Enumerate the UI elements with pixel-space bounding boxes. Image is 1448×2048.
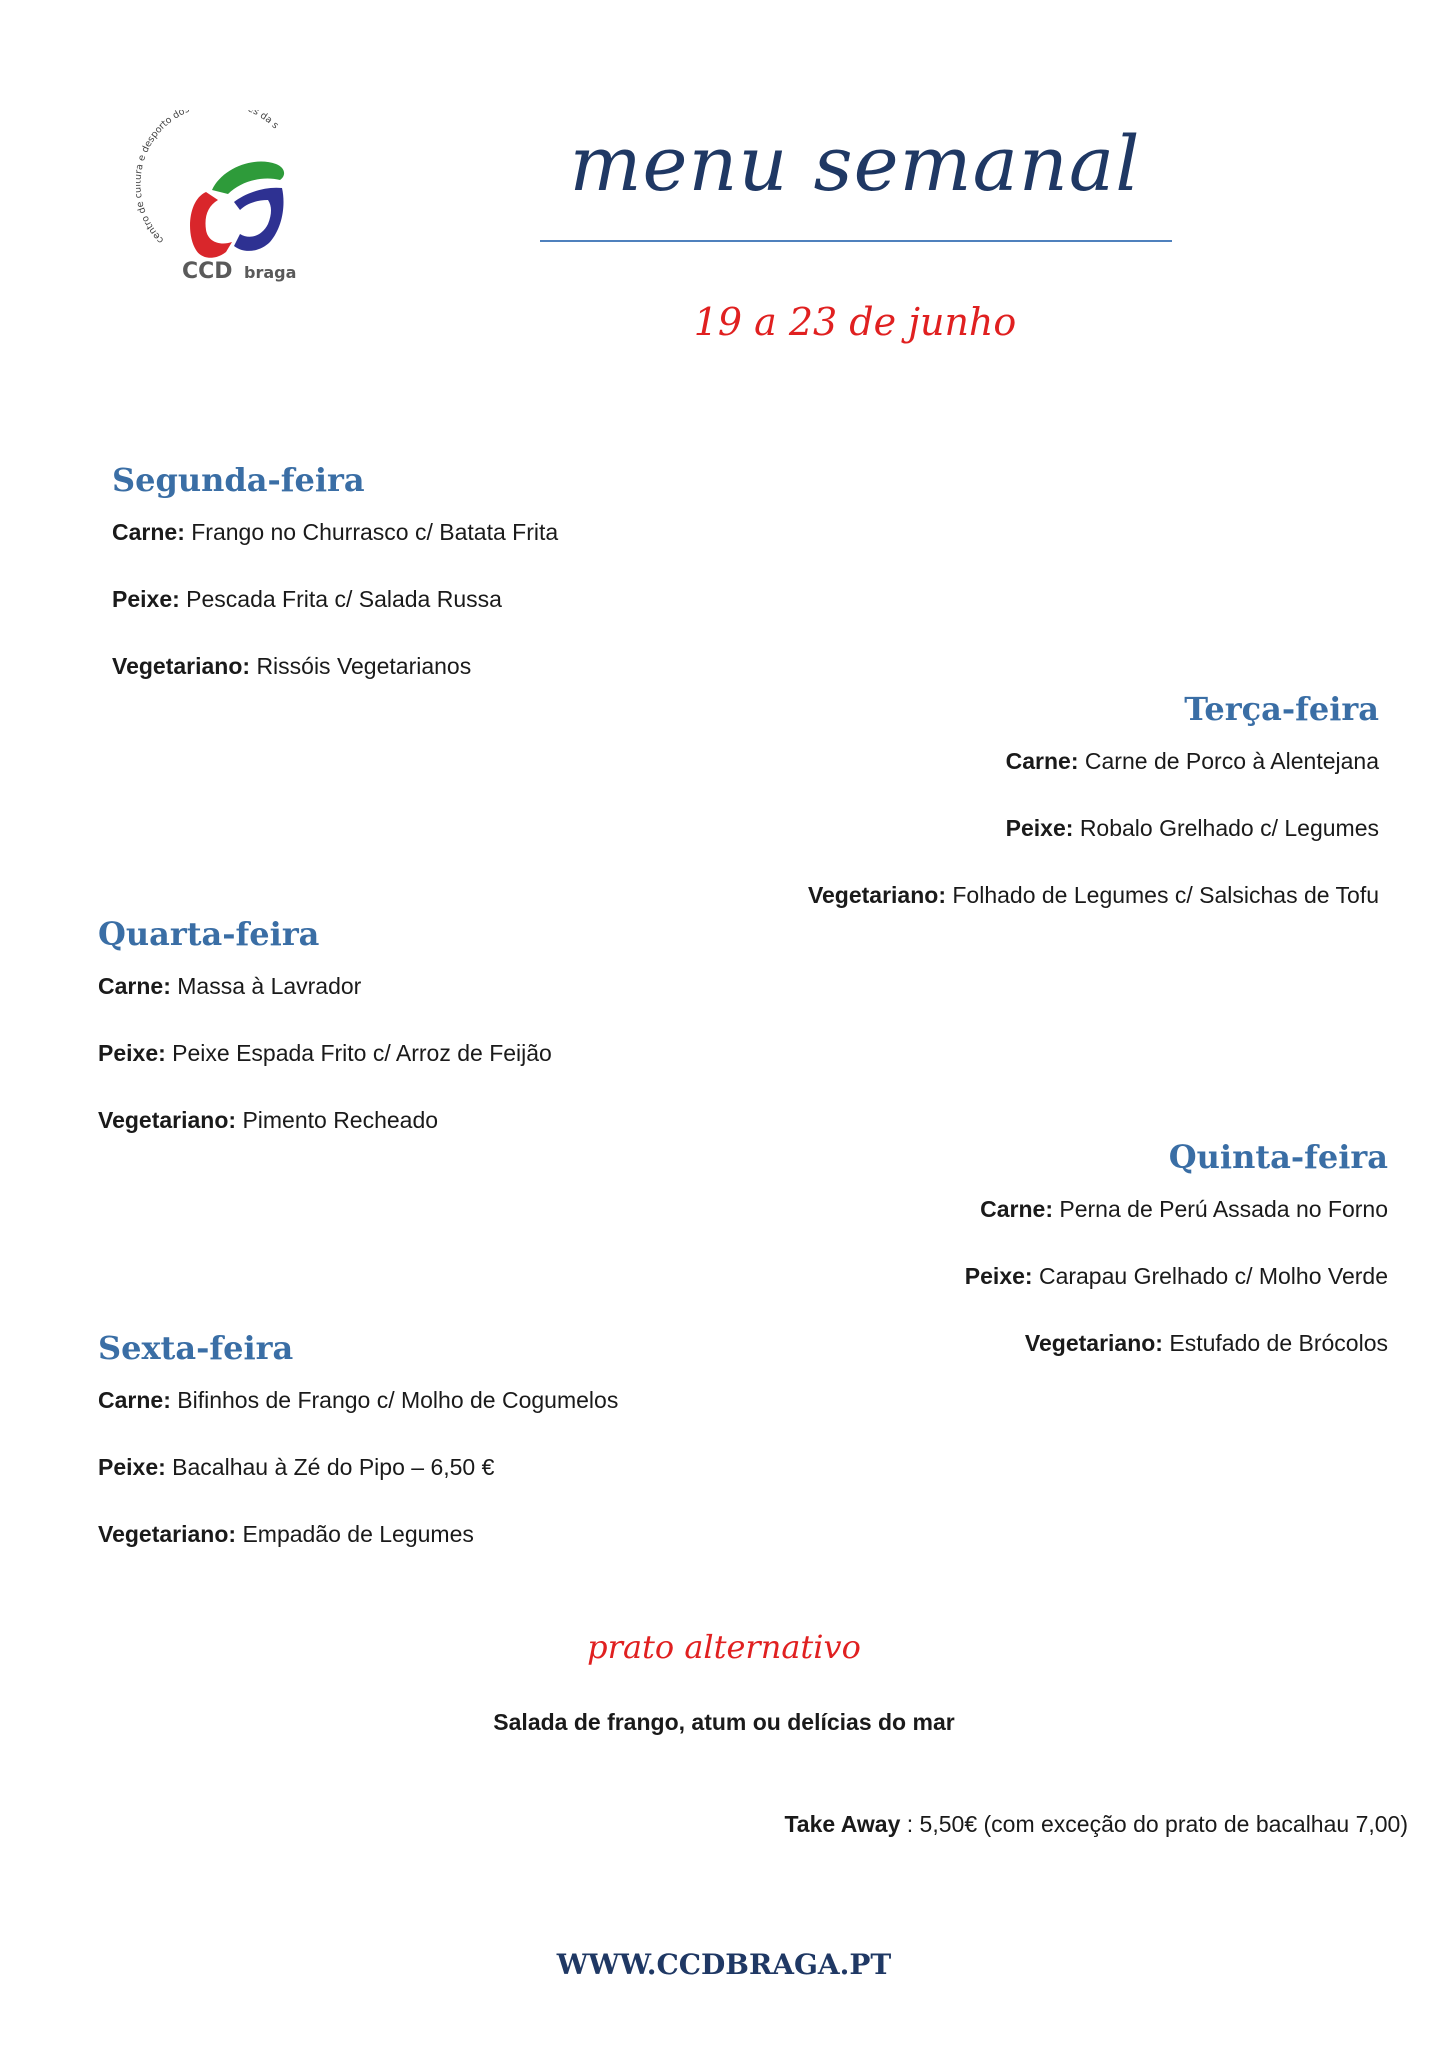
menu-item-fish: [112, 582, 558, 616]
day-title: Quarta-feira: [98, 915, 320, 953]
item-dish: Carne de Porco à Alentejana: [1084, 748, 1379, 775]
menu-item-vegetarian: [112, 649, 558, 683]
menu-item-fish: [808, 811, 1379, 845]
item-label: Vegetariano:: [1024, 1330, 1163, 1357]
item-dish: Folhado de Legumes c/ Salsichas de Tofu: [952, 882, 1379, 909]
item-dish: Massa à Lavrador: [177, 973, 362, 1000]
item-label: Carne:: [112, 519, 185, 546]
day-title: Quinta-feira: [1168, 1138, 1388, 1176]
item-dish: Pimento Recheado: [242, 1107, 439, 1134]
week-dates: 19 a 23 de junho: [693, 300, 1017, 344]
alternative-dish-text: Salada de frango, atum ou delícias do mar: [493, 1709, 955, 1735]
menu-item-vegetarian: [808, 878, 1379, 912]
menu-item-meat: [98, 969, 552, 1003]
day-title: Segunda-feira: [112, 461, 365, 499]
title-divider: [540, 240, 1172, 242]
menu-item-meat: [112, 515, 558, 549]
menu-item-meat: [965, 1192, 1388, 1226]
logo-city-text: braga: [244, 263, 297, 282]
page-title: menu semanal: [569, 119, 1141, 208]
day-title: Sexta-feira: [98, 1329, 294, 1367]
item-dish: Bacalhau à Zé do Pipo – 6,50 €: [172, 1454, 495, 1481]
item-label: Vegetariano:: [807, 882, 946, 909]
item-label: Vegetariano:: [112, 653, 251, 680]
day-friday: [98, 1329, 618, 1584]
item-label: Carne:: [98, 1387, 171, 1414]
item-dish: Frango no Churrasco c/ Batata Frita: [191, 519, 559, 546]
menu-item-meat: [98, 1383, 618, 1417]
day-tuesday: [808, 690, 1379, 945]
menu-item-vegetarian: [98, 1103, 552, 1137]
item-label: Carne:: [980, 1196, 1053, 1223]
item-label: Peixe:: [98, 1040, 166, 1067]
website-link[interactable]: WWW.CCDBRAGA.PT: [556, 1948, 892, 1981]
takeaway-text: : 5,50€ (com exceção do prato de bacalhau 7,00): [900, 1811, 1408, 1837]
takeaway-price: [784, 1811, 1408, 1838]
item-label: Peixe:: [1005, 815, 1074, 842]
item-dish: Rissóis Vegetarianos: [256, 653, 472, 680]
item-dish: Perna de Perú Assada no Forno: [1059, 1196, 1388, 1223]
logo-mark-icon: [136, 110, 316, 290]
item-label: Peixe:: [98, 1454, 166, 1481]
item-label: Carne:: [1005, 748, 1079, 775]
ccd-braga-logo: [136, 110, 316, 290]
item-label: Carne:: [98, 973, 171, 1000]
logo-ring-text: centro d e desporto do s da s: [136, 110, 281, 246]
item-label: Vegetariano:: [98, 1107, 237, 1134]
menu-item-vegetarian: [965, 1326, 1388, 1360]
item-dish: Bifinhos de Frango c/ Molho de Cogumelos: [177, 1387, 619, 1414]
item-label: Peixe:: [112, 586, 180, 613]
day-monday: [112, 461, 558, 716]
menu-item-fish: [98, 1036, 552, 1070]
item-dish: Robalo Grelhado c/ Legumes: [1079, 815, 1379, 842]
menu-item-meat: [808, 744, 1379, 778]
item-dish: Pescada Frita c/ Salada Russa: [186, 586, 502, 613]
day-wednesday: [98, 915, 552, 1170]
day-title: Terça-feira: [1184, 690, 1379, 728]
item-dish: Estufado de Brócolos: [1169, 1330, 1388, 1357]
item-label: Peixe:: [964, 1263, 1033, 1290]
day-thursday: [965, 1138, 1388, 1393]
menu-item-fish: [965, 1259, 1388, 1293]
menu-item-vegetarian: [98, 1517, 618, 1551]
item-dish: Peixe Espada Frito c/ Arroz de Feijão: [172, 1040, 552, 1067]
menu-item-fish: [98, 1450, 618, 1484]
alternative-dish-heading: prato alternativo: [587, 1628, 861, 1666]
takeaway-label: Take Away: [784, 1811, 901, 1837]
item-dish: Carapau Grelhado c/ Molho Verde: [1038, 1263, 1388, 1290]
logo-brand-text: CCD: [182, 259, 233, 284]
item-label: Vegetariano:: [98, 1521, 237, 1548]
item-dish: Empadão de Legumes: [242, 1521, 474, 1548]
